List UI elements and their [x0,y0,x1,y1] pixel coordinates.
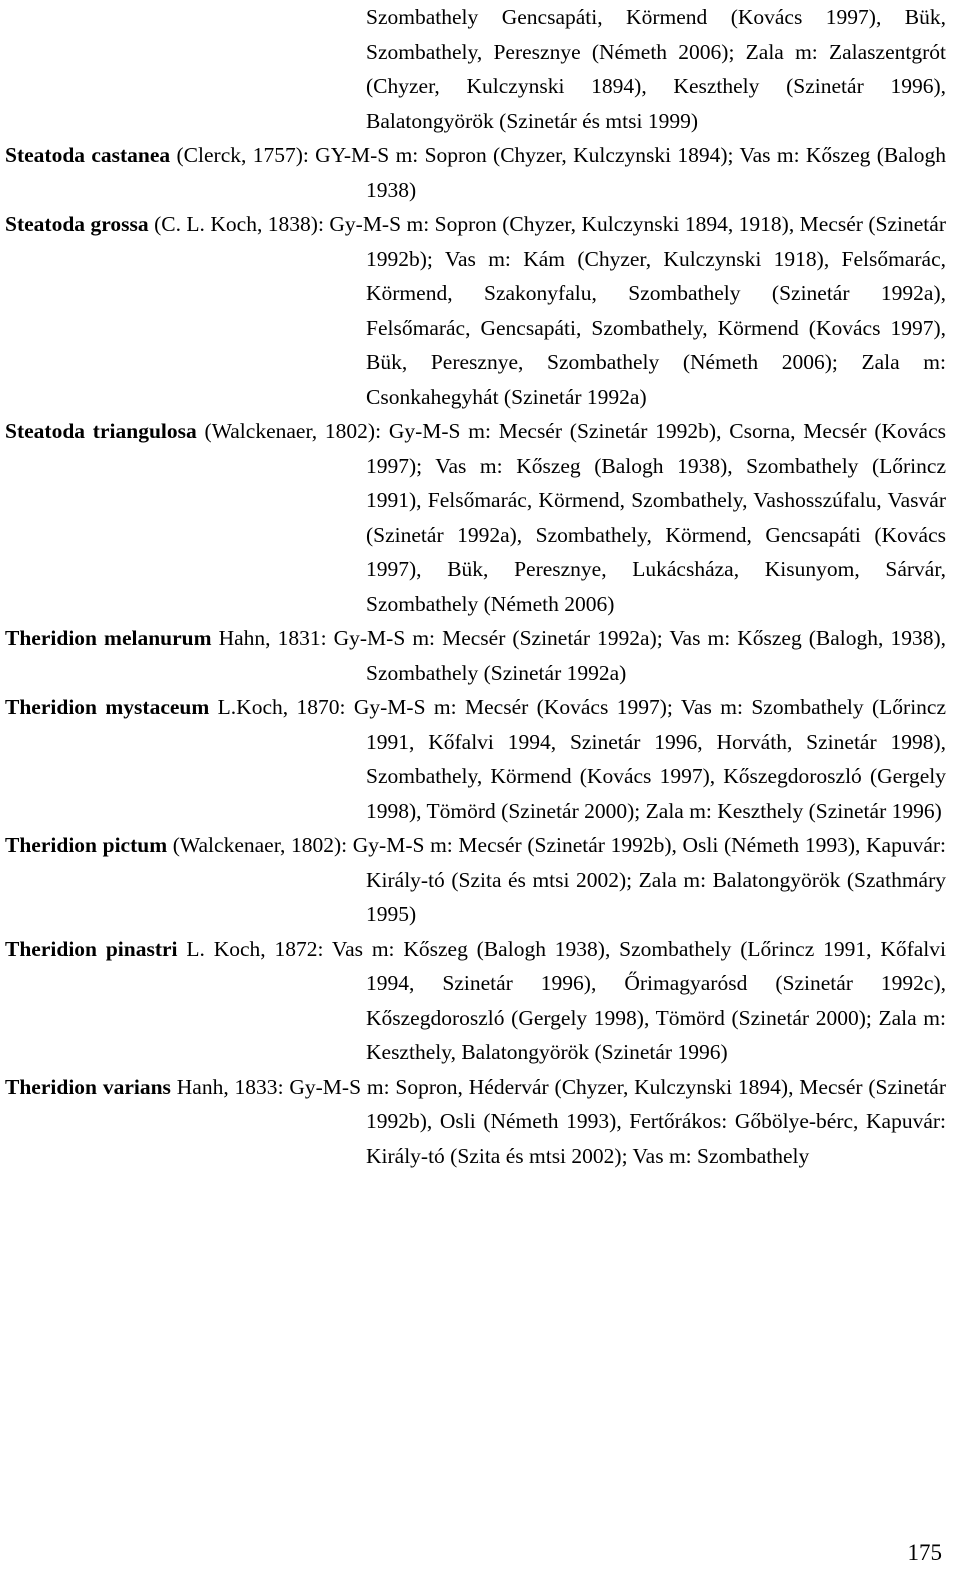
species-authority: (Walckenaer, 1802) [196,419,376,443]
species-entry [5,828,946,932]
species-name: Steatoda castanea [5,143,171,167]
species-entry [5,1070,946,1174]
species-entry [5,932,946,1070]
species-entry [5,138,946,207]
species-records: : Gy-M-S m: Mecsér (Szinetár 1992a); Vas m: Kőszeg (Balogh, 1938), Szombathely (Szinetár 1992a) [320,626,946,685]
species-entry [5,414,946,621]
species-records: : Gy-M-S m: Sopron (Chyzer, Kulczynski 1894, 1918), Mecsér (Szinetár 1992b); Vas m: Kám (Chyzer, Kulczynski 1918), Felsőmarác, Körmend, Szakonyfalu, Szombathely (Szinetár 1992a), Felsőmarác, Gencsapáti, Szombathely, Körmend (Kovács 1997), Bük, Peresznye, Szombathely (Németh 2006); Zala m: Csonkahegyhát (Szinetár 1992a) [317,212,946,409]
species-authority: (Walckenaer, 1802) [167,833,342,857]
species-records: : Gy-M-S m: Mecsér (Kovács 1997); Vas m: Szombathely (Lőrincz 1991, Kőfalvi 1994, Szinetár 1996, Horváth, Szinetár 1998), Szombathely, Körmend (Kovács 1997), Kőszegdoroszló (Gergely 1998), Tömörd (Szinetár 2000); Zala m: Keszthely (Szinetár 1996) [339,695,947,823]
species-entry [5,207,946,414]
species-authority: (Clerck, 1757) [170,143,303,167]
species-entry [5,621,946,690]
species-name: Theridion pinastri [5,936,178,961]
species-authority: (C. L. Koch, 1838) [148,212,318,236]
page-number: 175 [907,1540,942,1565]
species-records: : GY-M-S m: Sopron (Chyzer, Kulczynski 1894); Vas m: Kőszeg (Balogh 1938) [302,143,946,202]
species-name: Theridion mystaceum [5,695,210,719]
species-name: Steatoda grossa [5,212,149,236]
species-name: Theridion varians [5,1074,171,1099]
species-authority: L.Koch, 1870 [209,695,340,719]
species-authority: Hahn, 1831 [211,626,321,650]
species-authority: L. Koch, 1872 [177,936,318,961]
species-records: Szombathely Gencsapáti, Körmend (Kovács 1997), Bük, Szombathely, Peresznye (Németh 2006); Zala m: Zalaszentgrót (Chyzer, Kulczynski 1894), Keszthely (Szinetár 1996), Balatongyörök (Szinetár és mtsi 1999) [366,5,946,133]
species-name: Theridion melanurum [5,626,212,650]
species-records: : Gy-M-S m: Mecsér (Szinetár 1992b), Osli (Németh 1993), Kapuvár: Király-tó (Szita és mtsi 2002); Zala m: Balatongyörök (Szathmáry 1995) [341,833,946,926]
species-records: : Gy-M-S m: Mecsér (Szinetár 1992b), Csorna, Mecsér (Kovács 1997); Vas m: Kőszeg (Balogh 1938), Szombathely (Lőrincz 1991), Felsőmarác, Körmend, Szombathely, Vashosszúfalu, Vasvár (Szinetár 1992a), Szombathely, Körmend, Gencsapáti (Kovács 1997), Bük, Peresznye, Lukácsháza, Kisunyom, Sárvár, Szombathely (Németh 2006) [366,419,946,616]
species-records: : Vas m: Kőszeg (Balogh 1938), Szombathely (Lőrincz 1991, Kőfalvi 1994, Szinetár 1996), Őrimagyarósd (Szinetár 1992c), Kőszegdoroszló (Gergely 1998), Tömörd (Szinetár 2000); Zala m: Keszthely, Balatongyörök (Szinetár 1996) [317,936,946,1064]
species-records: : Gy-M-S m: Sopron, Hédervár (Chyzer, Kulczynski 1894), Mecsér (Szinetár 1992b), Osli (Németh 1993), Fertőrákos: Gőbölye-bérc, Kapuvár: Király-tó (Szita és mtsi 2002); Vas m: Szombathely [277,1074,946,1168]
species-authority: Hanh, 1833 [170,1074,278,1099]
species-name: Theridion pictum [5,833,168,857]
species-entry [5,690,946,828]
species-name: Steatoda triangulosa [5,419,197,443]
species-entry-continuation [5,0,946,138]
species-list [5,0,946,1173]
